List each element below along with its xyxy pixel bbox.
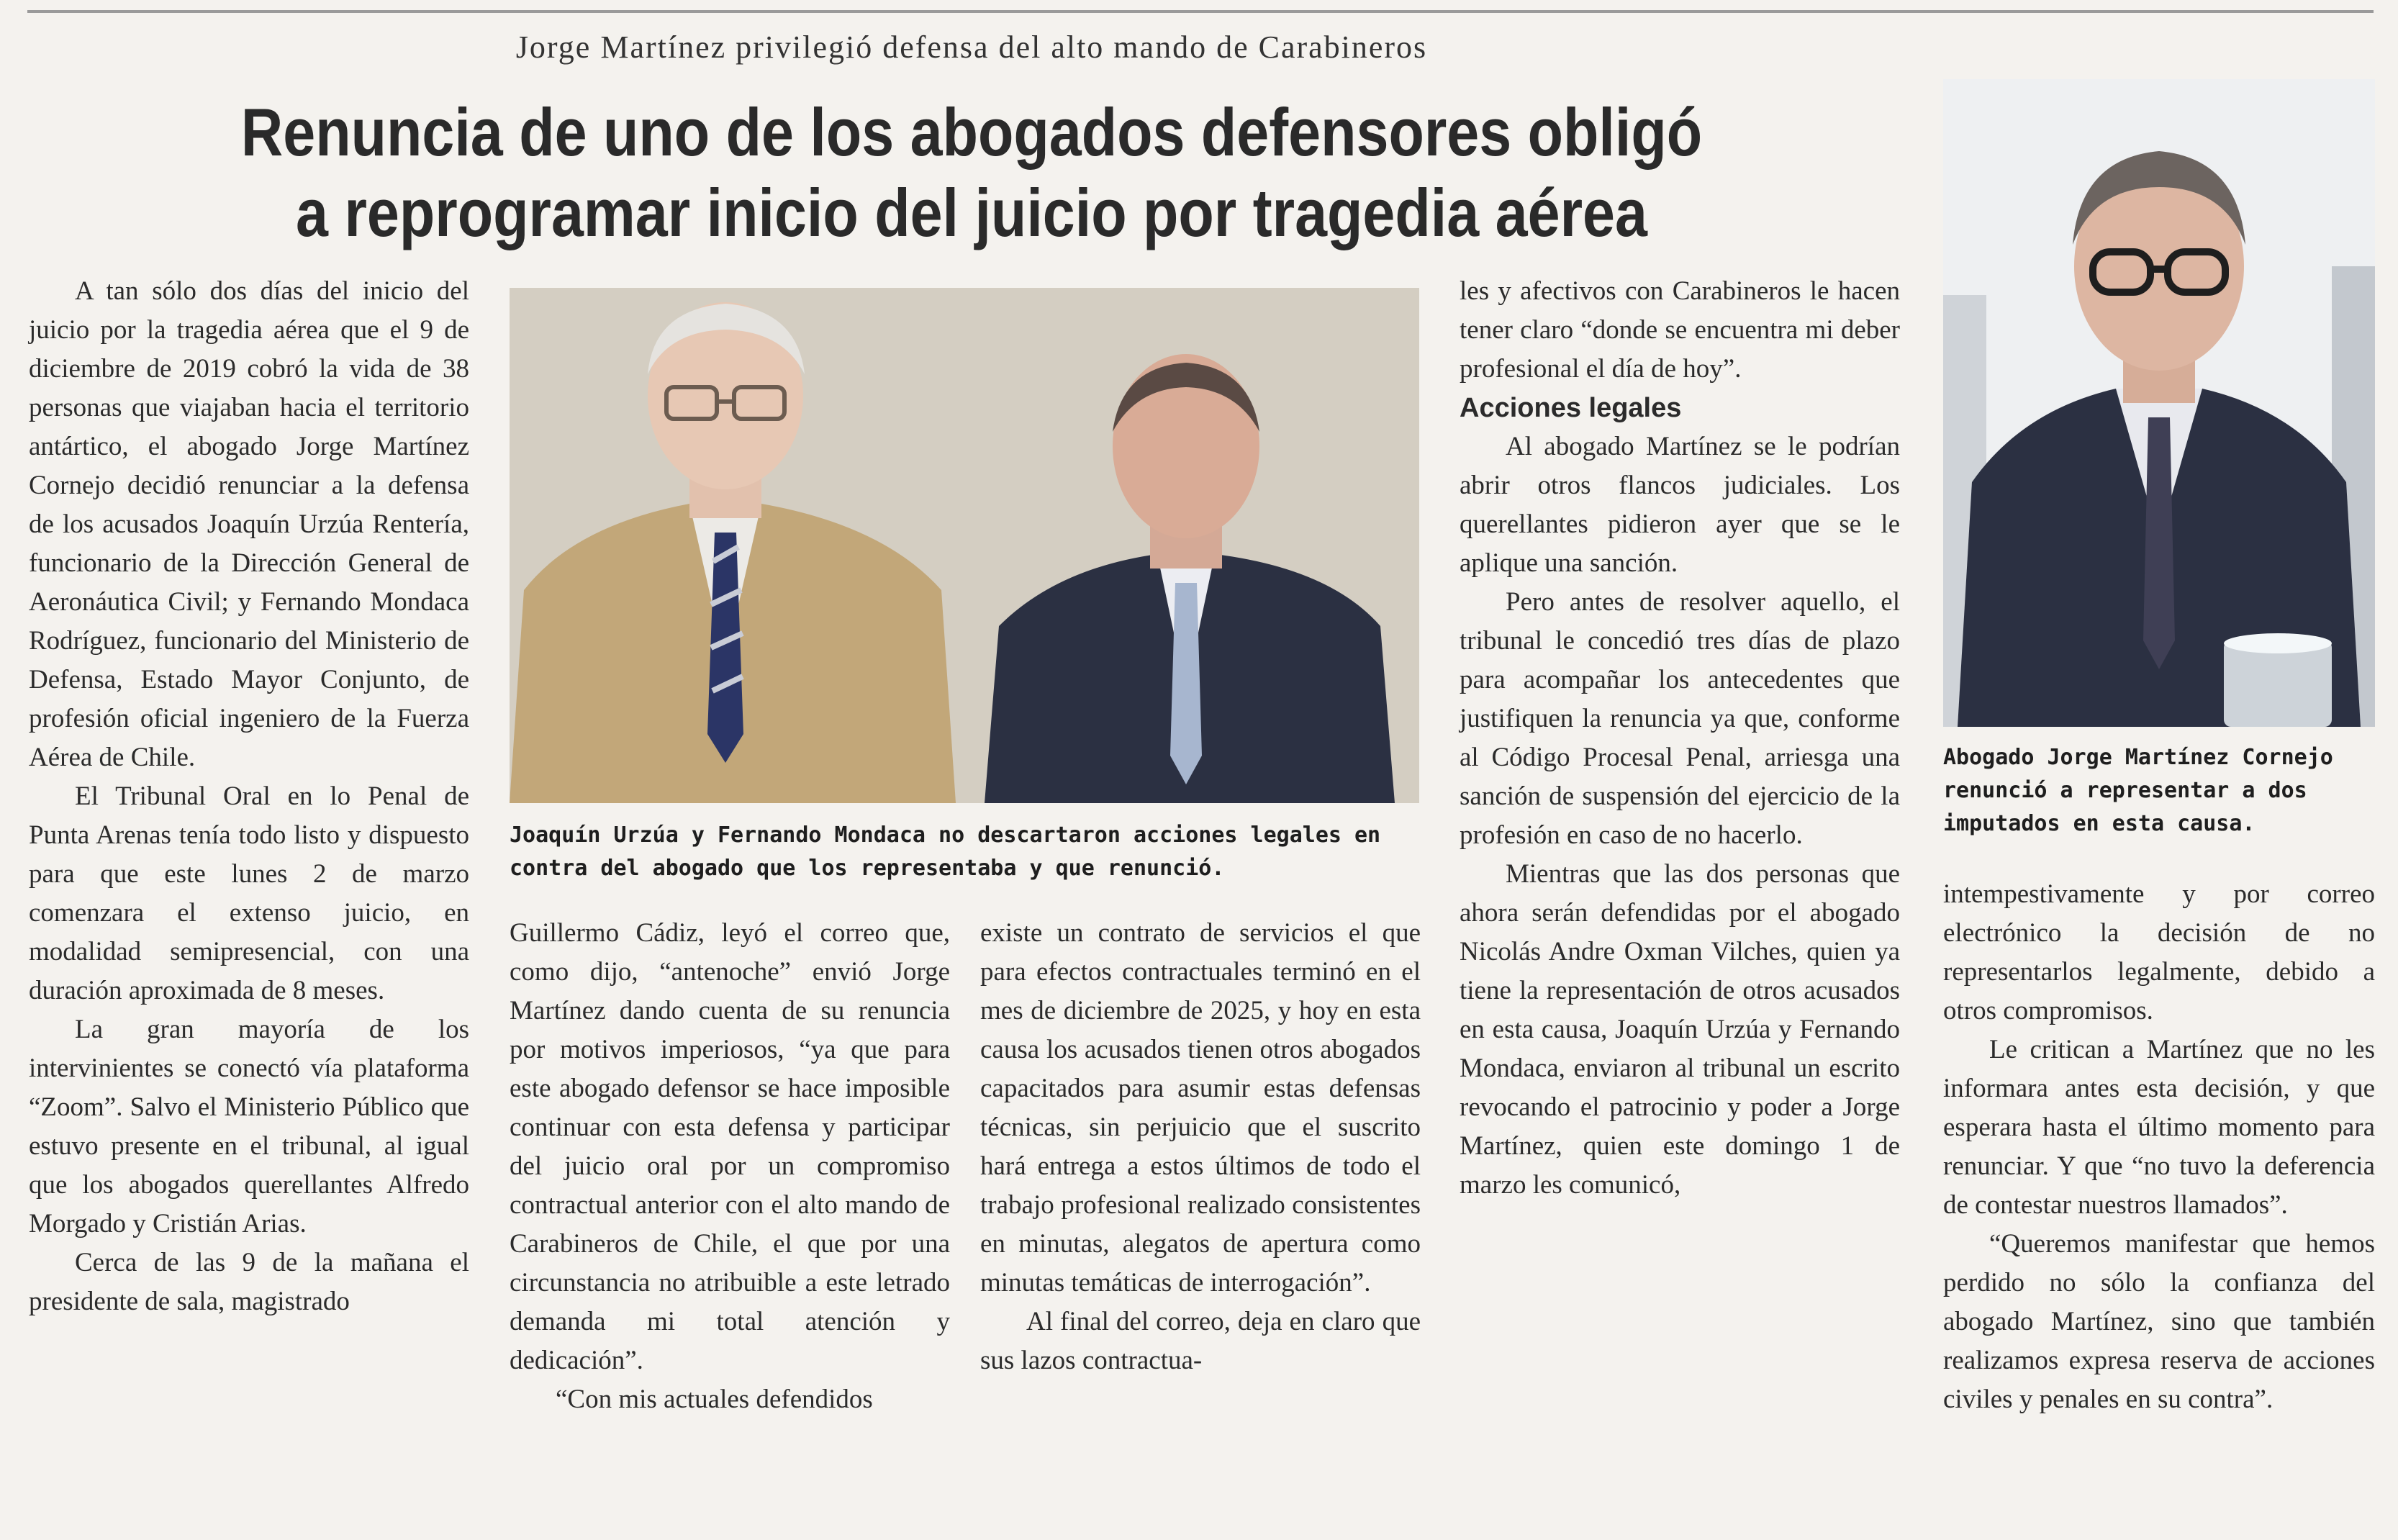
main-photo	[510, 288, 1419, 803]
column-3	[980, 914, 1421, 1380]
top-rule	[27, 10, 2374, 13]
paragraph: La gran mayoría de los intervinientes se conectó vía plataforma “Zoom”. Salvo el Ministerio Público que estuvo presente en el tribunal, al igual que los abogados querellantes Alfredo Morgado y Cristián Arias.	[29, 1015, 469, 1238]
column-5	[1943, 875, 2375, 1419]
paragraph: “Con mis actuales defendidos	[556, 1385, 873, 1414]
main-photo-caption: Joaquín Urzúa y Fernando Mondaca no descartaron acciones legales en contra del abogado que los representaba y que renunció.	[510, 823, 1381, 881]
portrait-photo	[1943, 79, 2375, 727]
paragraph: “Queremos manifestar que hemos perdido no sólo la confianza del abogado Martínez, sino que también realizamos expresa reserva de acciones civiles y penales en su contra”.	[1943, 1229, 2375, 1414]
portrait-illustration	[1943, 79, 2375, 727]
portrait-caption: Abogado Jorge Martínez Cornejo renunció a representar a dos imputados en esta causa.	[1943, 745, 2333, 836]
section-subhead: Acciones legales	[1460, 393, 1682, 423]
paragraph: Cerca de las 9 de la mañana el presidente de sala, magistrado	[29, 1248, 469, 1316]
paragraph: El Tribunal Oral en lo Penal de Punta Arenas tenía todo listo y dispuesto para que este lunes 2 de marzo comenzara el extenso juicio, en modalidad semipresencial, con una duración aproximada de 8 meses.	[29, 782, 469, 1005]
paragraph: Al abogado Martínez se le podrían abrir otros flancos judiciales. Los querellantes pidieron ayer que se le aplique una sanción.	[1460, 432, 1900, 578]
main-photo-illustration	[510, 288, 1419, 803]
paragraph: Pero antes de resolver aquello, el tribunal le concedió tres días de plazo para acompañar los antecedentes que justifiquen la renuncia ya que, conforme al Código Procesal Penal, arriesga una sanción de suspensión del ejercicio de la profesión en caso de no hacerlo.	[1460, 587, 1900, 850]
paragraph: Al final del correo, deja en claro que sus lazos contractua-	[980, 1307, 1421, 1375]
headline-line-2: a reprogramar inicio del juicio por tragedia aérea	[296, 175, 1647, 250]
column-2	[510, 914, 950, 1419]
paragraph: Guillermo Cádiz, leyó el correo que, como dijo, “antenoche” envió Jorge Martínez dando cuenta de su renuncia por motivos imperiosos, “ya que para este abogado defensor se hace imposible continuar con esta defensa y participar del juicio oral por un compromiso contractual anterior con el alto mando de Carabineros de Chile, el que por una circunstancia no atribuible a este letrado demanda mi total atención y dedicación”.	[510, 918, 950, 1375]
column-1	[29, 272, 469, 1321]
column-4	[1460, 272, 1900, 1205]
paragraph: A tan sólo dos días del inicio del juicio por la tragedia aérea que el 9 de diciembre de 2019 cobró la vida de 38 personas que viajaban hacia el territorio antártico, el abogado Jorge Martínez Cornejo decidió renunciar a la defensa de los acusados Joaquín Urzúa Rentería, funcionario de la Dirección General de Aeronáutica Civil; y Fernando Mondaca Rodríguez, funcionario del Ministerio de Defensa, Estado Mayor Conjunto, de profesión oficial ingeniero de la Fuerza Aérea de Chile.	[29, 276, 469, 772]
article-kicker: Jorge Martínez privilegió defensa del alto mando de Carabineros	[515, 30, 1428, 65]
paragraph: intempestivamente y por correo electrónico la decisión de no representarlos legalmente, debido a otros compromisos.	[1943, 879, 2375, 1025]
article-headline	[160, 92, 1782, 253]
paragraph: Mientras que las dos personas que ahora serán defendidas por el abogado Nicolás Andre Oxman Vilches, quien ya tiene la representación de otros acusados en esta causa, Joaquín Urzúa y Fernando Mondaca, enviaron al tribunal un escrito revocando el patrocinio y poder a Jorge Martínez, quien este domingo 1 de marzo les comunicó,	[1460, 859, 1900, 1200]
paragraph: Le critican a Martínez que no les informara antes esta decisión, y que esperara hasta el último momento para renunciar. Y que “no tuvo la deferencia de contestar nuestros llamados”.	[1943, 1035, 2375, 1220]
paragraph: existe un contrato de servicios el que para efectos contractuales terminó en el mes de diciembre de 2025, y hoy en esta causa los acusados tienen otros abogados capacitados para asumir estas defensas técnicas, sin perjuicio que el suscrito hará entrega a estos últimos de todo el trabajo profesional realizado consistentes en minutas, alegatos de apertura como minutas temáticas de interrogación”.	[980, 918, 1421, 1297]
paragraph: les y afectivos con Carabineros le hacen tener claro “donde se encuentra mi deber profesional el día de hoy”.	[1460, 276, 1900, 384]
headline-line-1: Renuncia de uno de los abogados defensores obligó	[240, 94, 1703, 170]
